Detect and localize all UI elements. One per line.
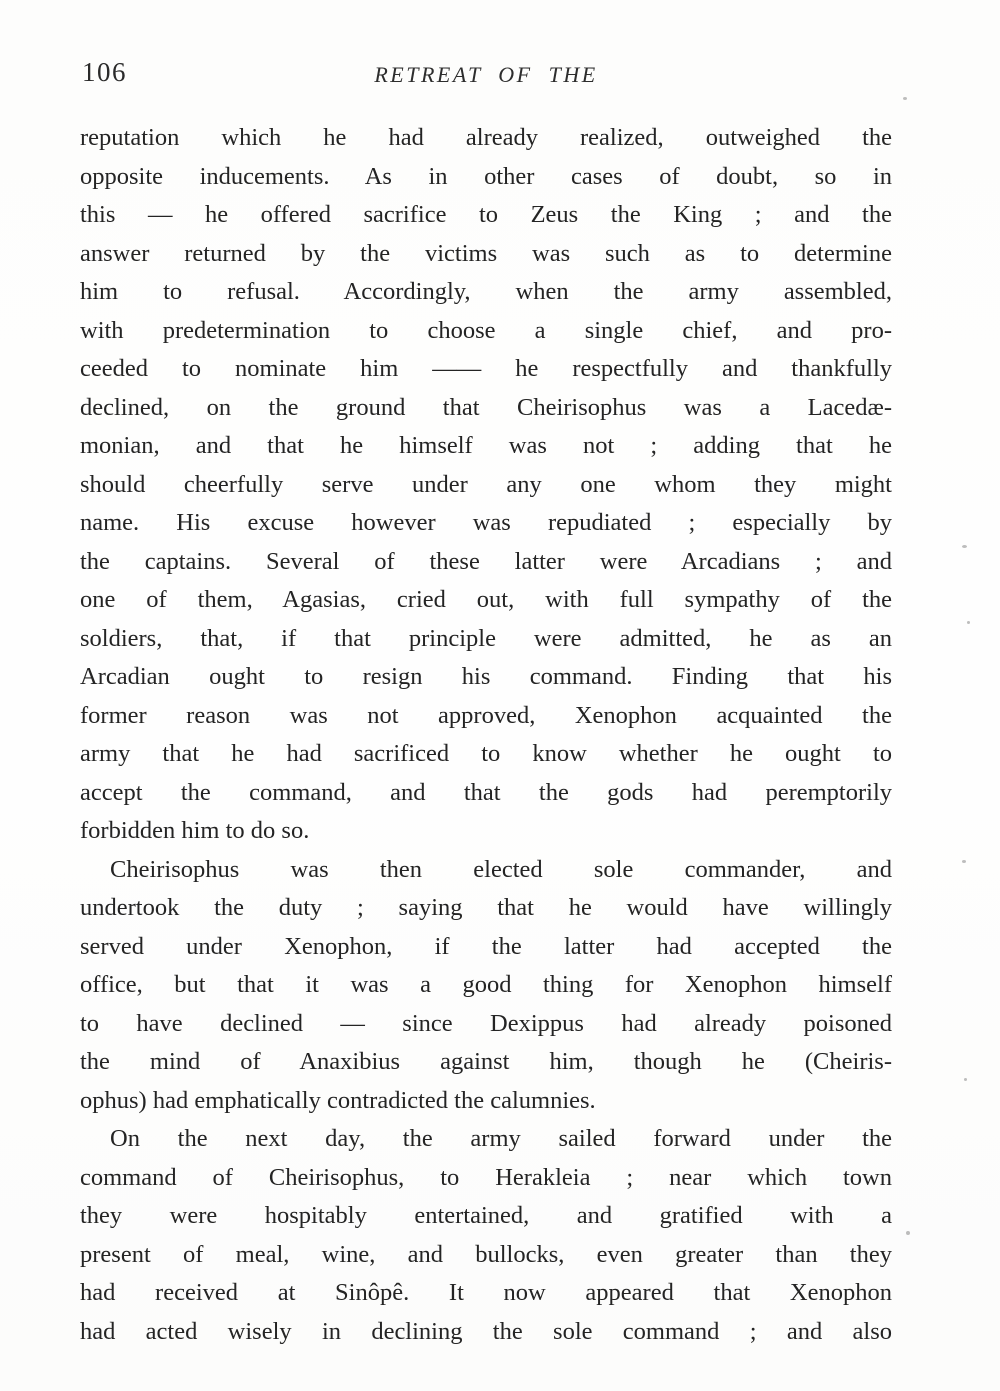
text-line: should cheerfully serve under any one whom they might bbox=[80, 470, 892, 498]
text-line: served under Xenophon, if the latter had accepted the bbox=[80, 932, 892, 960]
text-line: opposite inducements. As in other cases of doubt, so in bbox=[80, 162, 892, 190]
text-line: had received at Sinôpê. It now appeared that Xenophon bbox=[80, 1279, 892, 1306]
text-line: present of meal, wine, and bullocks, even greater than they bbox=[80, 1240, 892, 1268]
text-line: him to refusal. Accordingly, when the army assembled, bbox=[80, 278, 892, 305]
text-line: soldiers, that, if that principle were admitted, he as an bbox=[80, 624, 892, 652]
text-line: accept the command, and that the gods had peremptorily bbox=[80, 778, 892, 806]
paragraph bbox=[80, 119, 892, 851]
text-line: army that he had sacrificed to know whether he ought to bbox=[80, 740, 892, 767]
text-line: answer returned by the victims was such as to determine bbox=[80, 239, 892, 267]
scan-speck bbox=[964, 1078, 967, 1081]
text-line: monian, and that he himself was not ; adding that he bbox=[80, 432, 892, 459]
text-line: On the next day, the army sailed forward under the bbox=[110, 1125, 892, 1152]
text-line: one of them, Agasias, cried out, with full sympathy of the bbox=[80, 586, 892, 613]
text-line: ceeded to nominate him —— he respectfully and thankfully bbox=[80, 355, 892, 382]
scan-speck bbox=[903, 97, 907, 100]
text-line: forbidden him to do so. bbox=[80, 817, 310, 844]
text-line: Cheirisophus was then elected sole commander, and bbox=[110, 855, 892, 883]
text-line: command of Cheirisophus, to Herakleia ; near which town bbox=[80, 1163, 892, 1191]
text-line: this — he offered sacrifice to Zeus the King ; and the bbox=[80, 201, 892, 228]
text-line: the captains. Several of these latter were Arcadians ; and bbox=[80, 547, 892, 575]
paragraph bbox=[80, 851, 892, 1121]
page-number: 106 bbox=[82, 57, 127, 87]
text-line: reputation which he had already realized, outweighed the bbox=[80, 124, 892, 151]
scan-speck bbox=[962, 860, 966, 863]
text-line: the mind of Anaxibius against him, though he (Cheiris- bbox=[80, 1048, 892, 1075]
text-line: name. His excuse however was repudiated ; especially by bbox=[80, 509, 892, 536]
text-line: office, but that it was a good thing for Xenophon himself bbox=[80, 971, 892, 998]
paragraph bbox=[80, 1120, 892, 1351]
text-line: ophus) had emphatically contradicted the calumnies. bbox=[80, 1086, 596, 1114]
running-header: RETREAT OF THE bbox=[374, 62, 598, 87]
text-line: to have declined — since Dexippus had already poisoned bbox=[80, 1009, 892, 1037]
text-line: had acted wisely in declining the sole command ; and also bbox=[80, 1317, 892, 1345]
text-line: with predetermination to choose a single chief, and pro- bbox=[80, 316, 892, 344]
scan-speck bbox=[906, 1231, 910, 1235]
text-line: former reason was not approved, Xenophon acquainted the bbox=[80, 701, 892, 729]
text-line: declined, on the ground that Cheirisophus was a Lacedæ- bbox=[80, 393, 892, 421]
scan-speck bbox=[962, 545, 967, 548]
page-body bbox=[80, 119, 892, 1351]
scan-speck bbox=[967, 621, 970, 624]
text-line: Arcadian ought to resign his command. Finding that his bbox=[80, 663, 892, 690]
text-line: they were hospitably entertained, and gratified with a bbox=[80, 1202, 892, 1229]
text-line: undertook the duty ; saying that he would have willingly bbox=[80, 894, 892, 921]
